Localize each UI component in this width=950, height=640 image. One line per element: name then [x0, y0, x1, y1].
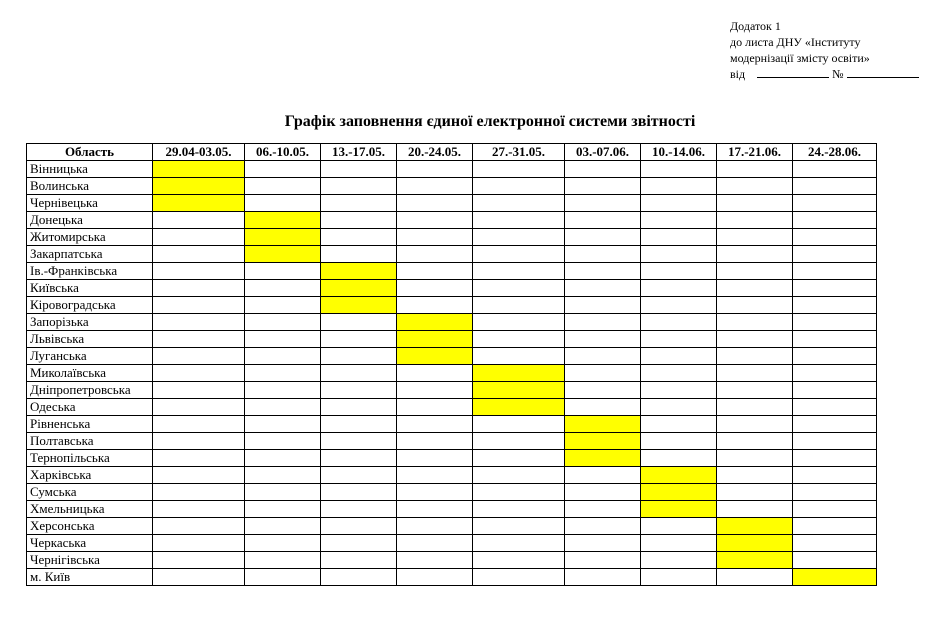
table-row [27, 229, 877, 246]
empty-cell [397, 416, 473, 433]
empty-cell [473, 178, 565, 195]
empty-cell [473, 467, 565, 484]
annex-line-3: модернізації змісту освіти» [730, 51, 870, 65]
empty-cell [397, 280, 473, 297]
empty-cell [565, 399, 641, 416]
empty-cell [641, 195, 717, 212]
region-name: Херсонська [27, 518, 153, 535]
header-period: 13.-17.05. [321, 144, 397, 161]
region-name: Волинська [27, 178, 153, 195]
region-name: Запорізька [27, 314, 153, 331]
empty-cell [321, 212, 397, 229]
number-blank [847, 66, 919, 78]
table-row [27, 212, 877, 229]
empty-cell [641, 263, 717, 280]
empty-cell [793, 297, 877, 314]
empty-cell [153, 416, 245, 433]
empty-cell [321, 450, 397, 467]
empty-cell [717, 246, 793, 263]
empty-cell [641, 229, 717, 246]
table-row [27, 518, 877, 535]
empty-cell [565, 280, 641, 297]
schedule-table [26, 143, 877, 586]
empty-cell [717, 331, 793, 348]
header-row [27, 144, 877, 161]
empty-cell [641, 331, 717, 348]
empty-cell [717, 484, 793, 501]
empty-cell [245, 161, 321, 178]
empty-cell [641, 416, 717, 433]
table-row [27, 467, 877, 484]
empty-cell [153, 263, 245, 280]
empty-cell [473, 518, 565, 535]
empty-cell [565, 484, 641, 501]
empty-cell [565, 365, 641, 382]
highlighted-cell [153, 195, 245, 212]
empty-cell [565, 552, 641, 569]
header-period: 20.-24.05. [397, 144, 473, 161]
empty-cell [245, 263, 321, 280]
empty-cell [717, 467, 793, 484]
region-name: Хмельницька [27, 501, 153, 518]
empty-cell [473, 433, 565, 450]
region-name: Чернівецька [27, 195, 153, 212]
empty-cell [641, 535, 717, 552]
empty-cell [245, 433, 321, 450]
empty-cell [717, 433, 793, 450]
empty-cell [565, 263, 641, 280]
empty-cell [717, 297, 793, 314]
empty-cell [321, 178, 397, 195]
empty-cell [717, 178, 793, 195]
table-row [27, 399, 877, 416]
region-name: Рівненська [27, 416, 153, 433]
empty-cell [245, 399, 321, 416]
empty-cell [793, 314, 877, 331]
empty-cell [397, 365, 473, 382]
table-row [27, 450, 877, 467]
empty-cell [321, 518, 397, 535]
table-row [27, 314, 877, 331]
highlighted-cell [473, 399, 565, 416]
empty-cell [793, 195, 877, 212]
empty-cell [397, 263, 473, 280]
empty-cell [717, 212, 793, 229]
empty-cell [245, 552, 321, 569]
empty-cell [641, 382, 717, 399]
empty-cell [793, 246, 877, 263]
empty-cell [321, 501, 397, 518]
highlighted-cell [717, 518, 793, 535]
highlighted-cell [565, 450, 641, 467]
empty-cell [641, 552, 717, 569]
empty-cell [397, 212, 473, 229]
empty-cell [397, 552, 473, 569]
highlighted-cell [321, 297, 397, 314]
empty-cell [473, 569, 565, 586]
date-blank [757, 66, 829, 78]
empty-cell [641, 365, 717, 382]
header-period: 10.-14.06. [641, 144, 717, 161]
empty-cell [565, 501, 641, 518]
empty-cell [793, 518, 877, 535]
region-name: Тернопільська [27, 450, 153, 467]
empty-cell [793, 450, 877, 467]
empty-cell [153, 331, 245, 348]
empty-cell [473, 501, 565, 518]
empty-cell [473, 450, 565, 467]
empty-cell [153, 280, 245, 297]
empty-cell [153, 382, 245, 399]
table-body [27, 161, 877, 586]
region-name: Полтавська [27, 433, 153, 450]
empty-cell [321, 399, 397, 416]
empty-cell [245, 178, 321, 195]
empty-cell [793, 467, 877, 484]
empty-cell [793, 535, 877, 552]
empty-cell [321, 331, 397, 348]
highlighted-cell [565, 416, 641, 433]
region-name: Вінницька [27, 161, 153, 178]
empty-cell [473, 212, 565, 229]
region-name: Кіровоградська [27, 297, 153, 314]
annex-block [730, 18, 919, 82]
highlighted-cell [397, 348, 473, 365]
region-name: Львівська [27, 331, 153, 348]
empty-cell [153, 450, 245, 467]
empty-cell [717, 569, 793, 586]
highlighted-cell [321, 263, 397, 280]
region-name: Закарпатська [27, 246, 153, 263]
table-row [27, 569, 877, 586]
empty-cell [565, 314, 641, 331]
empty-cell [153, 518, 245, 535]
highlighted-cell [321, 280, 397, 297]
empty-cell [641, 280, 717, 297]
empty-cell [793, 365, 877, 382]
empty-cell [793, 382, 877, 399]
region-name: Житомирська [27, 229, 153, 246]
empty-cell [641, 569, 717, 586]
empty-cell [793, 348, 877, 365]
empty-cell [153, 246, 245, 263]
empty-cell [473, 263, 565, 280]
empty-cell [321, 433, 397, 450]
table-row [27, 433, 877, 450]
highlighted-cell [473, 365, 565, 382]
empty-cell [641, 212, 717, 229]
region-name: Донецька [27, 212, 153, 229]
empty-cell [641, 246, 717, 263]
header-period: 24.-28.06. [793, 144, 877, 161]
highlighted-cell [245, 212, 321, 229]
region-name: Сумська [27, 484, 153, 501]
empty-cell [245, 467, 321, 484]
empty-cell [641, 518, 717, 535]
highlighted-cell [641, 484, 717, 501]
empty-cell [473, 535, 565, 552]
highlighted-cell [245, 229, 321, 246]
empty-cell [565, 246, 641, 263]
empty-cell [793, 212, 877, 229]
highlighted-cell [717, 552, 793, 569]
region-name: Київська [27, 280, 153, 297]
highlighted-cell [641, 501, 717, 518]
empty-cell [641, 314, 717, 331]
annex-number-label: № [832, 67, 844, 81]
region-name: Чернігівська [27, 552, 153, 569]
empty-cell [321, 484, 397, 501]
empty-cell [321, 569, 397, 586]
table-row [27, 280, 877, 297]
empty-cell [717, 501, 793, 518]
empty-cell [397, 433, 473, 450]
empty-cell [473, 246, 565, 263]
empty-cell [153, 535, 245, 552]
empty-cell [473, 297, 565, 314]
region-name: Харківська [27, 467, 153, 484]
empty-cell [245, 297, 321, 314]
empty-cell [153, 501, 245, 518]
highlighted-cell [641, 467, 717, 484]
empty-cell [245, 365, 321, 382]
empty-cell [473, 348, 565, 365]
empty-cell [565, 467, 641, 484]
empty-cell [565, 212, 641, 229]
empty-cell [641, 297, 717, 314]
empty-cell [641, 399, 717, 416]
empty-cell [473, 484, 565, 501]
table-row [27, 195, 877, 212]
header-period: 06.-10.05. [245, 144, 321, 161]
table-row [27, 246, 877, 263]
empty-cell [473, 195, 565, 212]
header-period: 29.04-03.05. [153, 144, 245, 161]
empty-cell [245, 450, 321, 467]
empty-cell [793, 399, 877, 416]
region-name: м. Київ [27, 569, 153, 586]
table-row [27, 331, 877, 348]
empty-cell [397, 297, 473, 314]
empty-cell [565, 161, 641, 178]
table-row [27, 501, 877, 518]
empty-cell [641, 161, 717, 178]
empty-cell [321, 229, 397, 246]
empty-cell [565, 518, 641, 535]
empty-cell [153, 484, 245, 501]
empty-cell [397, 195, 473, 212]
empty-cell [565, 382, 641, 399]
empty-cell [153, 365, 245, 382]
empty-cell [397, 161, 473, 178]
annex-date-label: від [730, 67, 746, 81]
empty-cell [245, 382, 321, 399]
empty-cell [245, 535, 321, 552]
header-period: 03.-07.06. [565, 144, 641, 161]
empty-cell [717, 314, 793, 331]
region-name: Луганська [27, 348, 153, 365]
empty-cell [397, 450, 473, 467]
empty-cell [245, 416, 321, 433]
empty-cell [717, 365, 793, 382]
empty-cell [793, 433, 877, 450]
empty-cell [397, 484, 473, 501]
empty-cell [397, 569, 473, 586]
table-row [27, 365, 877, 382]
empty-cell [473, 314, 565, 331]
empty-cell [245, 314, 321, 331]
page-title: Графік заповнення єдиної електронної системи звітності [284, 113, 696, 130]
empty-cell [793, 263, 877, 280]
empty-cell [565, 569, 641, 586]
table-row [27, 297, 877, 314]
empty-cell [321, 552, 397, 569]
empty-cell [153, 552, 245, 569]
empty-cell [641, 433, 717, 450]
empty-cell [641, 178, 717, 195]
empty-cell [473, 331, 565, 348]
empty-cell [245, 484, 321, 501]
table-row [27, 161, 877, 178]
annex-date-line [730, 66, 919, 82]
empty-cell [473, 280, 565, 297]
empty-cell [793, 280, 877, 297]
empty-cell [641, 348, 717, 365]
empty-cell [321, 161, 397, 178]
empty-cell [153, 212, 245, 229]
empty-cell [793, 229, 877, 246]
highlighted-cell [397, 331, 473, 348]
empty-cell [717, 348, 793, 365]
annex-line-1: Додаток 1 [730, 19, 781, 33]
empty-cell [793, 416, 877, 433]
empty-cell [717, 161, 793, 178]
empty-cell [321, 467, 397, 484]
region-name: Черкаська [27, 535, 153, 552]
empty-cell [717, 399, 793, 416]
empty-cell [473, 416, 565, 433]
empty-cell [245, 569, 321, 586]
empty-cell [153, 399, 245, 416]
empty-cell [397, 535, 473, 552]
table-row [27, 178, 877, 195]
empty-cell [245, 518, 321, 535]
empty-cell [245, 195, 321, 212]
empty-cell [321, 348, 397, 365]
highlighted-cell [717, 535, 793, 552]
empty-cell [153, 467, 245, 484]
empty-cell [397, 229, 473, 246]
empty-cell [321, 535, 397, 552]
highlighted-cell [153, 178, 245, 195]
empty-cell [153, 569, 245, 586]
table-row [27, 416, 877, 433]
empty-cell [153, 229, 245, 246]
empty-cell [565, 348, 641, 365]
empty-cell [473, 552, 565, 569]
empty-cell [717, 195, 793, 212]
empty-cell [717, 263, 793, 280]
table-row [27, 535, 877, 552]
empty-cell [153, 433, 245, 450]
region-name: Ів.-Франківська [27, 263, 153, 280]
empty-cell [793, 484, 877, 501]
empty-cell [397, 467, 473, 484]
table-row [27, 263, 877, 280]
empty-cell [397, 518, 473, 535]
empty-cell [793, 501, 877, 518]
region-name: Одеська [27, 399, 153, 416]
empty-cell [793, 161, 877, 178]
empty-cell [245, 280, 321, 297]
empty-cell [717, 416, 793, 433]
table-row [27, 484, 877, 501]
highlighted-cell [473, 382, 565, 399]
empty-cell [245, 501, 321, 518]
highlighted-cell [397, 314, 473, 331]
empty-cell [565, 195, 641, 212]
empty-cell [397, 246, 473, 263]
empty-cell [565, 229, 641, 246]
empty-cell [321, 416, 397, 433]
empty-cell [321, 365, 397, 382]
empty-cell [565, 178, 641, 195]
empty-cell [153, 297, 245, 314]
empty-cell [793, 331, 877, 348]
empty-cell [321, 314, 397, 331]
empty-cell [565, 297, 641, 314]
empty-cell [321, 382, 397, 399]
empty-cell [321, 246, 397, 263]
header-region: Область [27, 144, 153, 161]
highlighted-cell [793, 569, 877, 586]
empty-cell [565, 331, 641, 348]
empty-cell [717, 382, 793, 399]
empty-cell [153, 314, 245, 331]
highlighted-cell [565, 433, 641, 450]
empty-cell [793, 552, 877, 569]
empty-cell [717, 229, 793, 246]
annex-line-2: до листа ДНУ «Інституту [730, 35, 861, 49]
empty-cell [397, 501, 473, 518]
empty-cell [397, 382, 473, 399]
empty-cell [321, 195, 397, 212]
table-row [27, 348, 877, 365]
table-row [27, 382, 877, 399]
table-row [27, 552, 877, 569]
header-period: 17.-21.06. [717, 144, 793, 161]
empty-cell [473, 229, 565, 246]
region-name: Миколаївська [27, 365, 153, 382]
header-period: 27.-31.05. [473, 144, 565, 161]
empty-cell [793, 178, 877, 195]
empty-cell [641, 450, 717, 467]
empty-cell [245, 348, 321, 365]
empty-cell [245, 331, 321, 348]
empty-cell [565, 535, 641, 552]
empty-cell [473, 161, 565, 178]
empty-cell [717, 280, 793, 297]
empty-cell [153, 348, 245, 365]
empty-cell [397, 399, 473, 416]
highlighted-cell [153, 161, 245, 178]
empty-cell [397, 178, 473, 195]
region-name: Дніпропетровська [27, 382, 153, 399]
highlighted-cell [245, 246, 321, 263]
empty-cell [717, 450, 793, 467]
